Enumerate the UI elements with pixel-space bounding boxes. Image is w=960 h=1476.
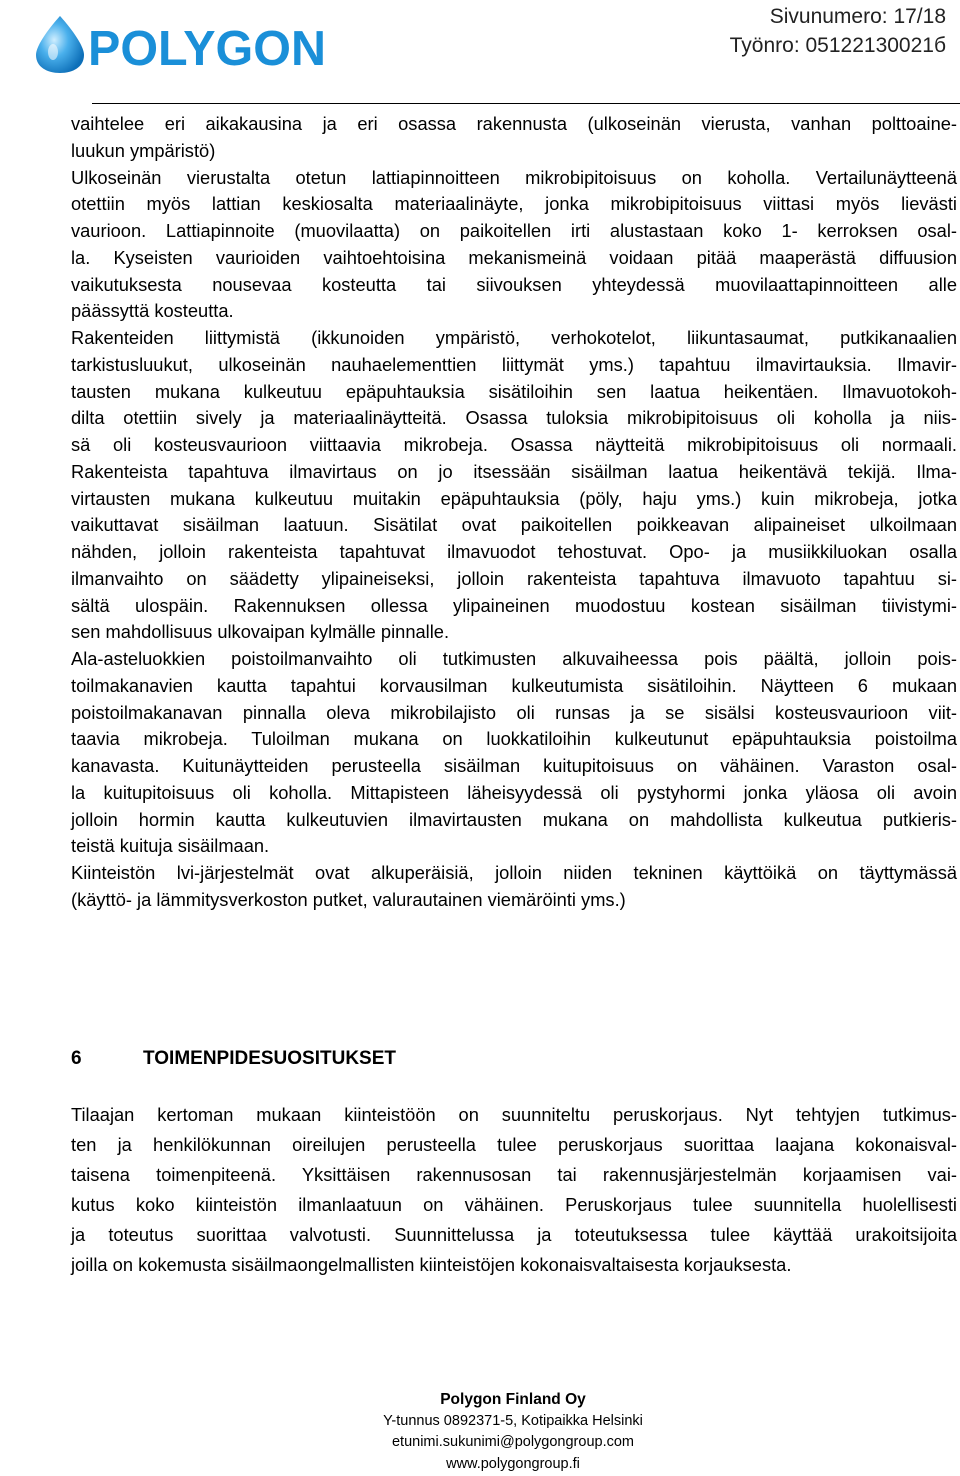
text-line: ja toteutus suorittaa valvotusti. Suunnittelussa ja toteutuksessa tulee käyttää urakoitsijoita bbox=[71, 1224, 957, 1246]
body-text bbox=[71, 111, 957, 914]
job-number: Työnro: 05122130021б bbox=[729, 34, 946, 57]
text-line: päässyttä kosteutta. bbox=[71, 300, 234, 322]
page-meta bbox=[730, 2, 946, 60]
text-line: vaikutuksesta nousevaa kosteutta tai siivouksen yhteydessä muovilaattapinnoitteen alle bbox=[71, 273, 957, 295]
text-line: dilta otettiin sively ja materiaalinäytteitä. Osassa tuloksia mikrobipitoisuus oli koholla ja niis- bbox=[71, 407, 957, 429]
text-line: sä oli kosteusvaurioon viittaavia mikrobeja. Osassa näytteitä mikrobipitoisuus oli normaali. bbox=[71, 434, 957, 455]
text-line: toilmakanavien kautta tapahtui korvausilman kulkeutumista sisätiloihin. Näytteen 6 mukaan bbox=[71, 674, 957, 696]
text-line: ilmanvaihto on säädetty ylipaineiseksi, jolloin rakenteista tapahtuva ilmavuoto tapahtuu si- bbox=[71, 567, 957, 589]
footer-website[interactable]: www.polygongroup.fi bbox=[446, 1455, 580, 1472]
text-line: vaikuttavat sisäilman laatuun. Sisätilat ovat paikoitellen poikkeavan alipaineiset ulkoilmaan bbox=[71, 514, 957, 536]
text-line: Rakenteiden liittymistä (ikkunoiden ympäristö, verhokotelot, liikuntasaumat, putkikanaalien bbox=[71, 327, 957, 348]
section-body-text bbox=[71, 1100, 957, 1281]
text-line: Kiinteistön lvi-järjestelmät ovat alkuperäisiä, jolloin niiden tekninen käyttöikä on täyttymässä bbox=[71, 862, 957, 883]
footer-email[interactable]: etunimi.sukunimi@polygongroup.com bbox=[391, 1434, 634, 1451]
text-line: sen mahdollisuus ulkovaipan kylmälle pinnalle. bbox=[71, 621, 450, 643]
text-line: poistoilmakanavan pinnalla oleva mikrobilajisto oli runsas ja se sisälsi kosteusvaurioon viit- bbox=[71, 701, 957, 723]
polygon-logo bbox=[30, 14, 330, 74]
text-line: taisena toimenpiteenä. Yksittäisen rakennusosan tai rakennusjärjestelmän korjaamisen vai- bbox=[71, 1164, 957, 1186]
text-line: jolloin hormin kautta kulkeutuvien ilmavirtausten mukana on mahdollista kulkeutua putkieris- bbox=[71, 808, 957, 830]
text-line: sältä ulospäin. Rakennuksen ollessa ylipaineinen muodostuu kostean sisäilman tiivistymi- bbox=[71, 594, 957, 616]
text-line: la kuitupitoisuus oli koholla. Mittapisteen läheisyydessä oli pystyhormi jonka yläosa oli avoin bbox=[71, 781, 957, 803]
text-line: Ulkoseinän vierustalta otetun lattiapinnoitteen mikrobipitoisuus on koholla. Vertailunäytteenä bbox=[71, 166, 957, 188]
section-number: 6 bbox=[71, 1048, 82, 1069]
page-footer bbox=[330, 1389, 696, 1475]
droplet-icon bbox=[36, 16, 84, 73]
text-line: vaihtelee eri aikakausina ja eri osassa rakennusta (ulkoseinän vierusta, vanhan polttoaine- bbox=[71, 113, 957, 134]
text-line: virtausten mukana kulkeutuu muitakin epäpuhtauksia (pöly, haju yms.) kuin mikrobeja, jotka bbox=[71, 487, 957, 509]
text-line: otettiin myös lattian keskiosalta materiaalinäyte, jonka mikrobipitoisuus viittasi myös lievästi bbox=[71, 193, 957, 215]
text-line: vaurioon. Lattiapinnoite (muovilaatta) on paikoitellen irti alustastaan koko 1- kerroksen osal- bbox=[71, 220, 957, 241]
text-line: Rakenteista tapahtuva ilmavirtaus on jo itsessään sisäilman laatua heikentävä tekijä. Ilma- bbox=[71, 460, 957, 482]
text-line: joilla on kokemusta sisäilmaongelmallisten kiinteistöjen kokonaisvaltaisesta korjauksesta. bbox=[71, 1254, 792, 1276]
footer-registration: Y-tunnus 0892371-5, Kotipaikka Helsinki bbox=[383, 1412, 643, 1429]
text-line: Ala-asteluokkien poistoilmanvaihto oli tutkimusten alkuvaiheessa pois päältä, jolloin pois- bbox=[71, 648, 957, 669]
text-line: luukun ympäristö) bbox=[71, 139, 216, 161]
text-line: taavia mikrobeja. Tuloilman mukana on luokkatiloihin kulkeutunut epäpuhtauksia poistoilma bbox=[71, 728, 957, 750]
page-header bbox=[0, 0, 960, 106]
text-line: ten ja henkilökunnan oireilujen perusteella tulee peruskorjaus suorittaa laajana kokonaisval- bbox=[71, 1134, 957, 1156]
section-title: TOIMENPIDESUOSITUKSET bbox=[143, 1048, 397, 1069]
header-divider bbox=[92, 103, 960, 104]
text-line: nähden, jolloin rakenteista tapahtuvat ilmavuodot tehostuvat. Opo- ja musiikkiluokan osalla bbox=[71, 541, 957, 562]
text-line: Tilaajan kertoman mukaan kiinteistöön on suunniteltu peruskorjaus. Nyt tehtyjen tutkimus- bbox=[71, 1104, 957, 1125]
text-line: tarkistusluukut, ulkoseinän nauhaelementtien liittymät yms.) tapahtuu ilmavirtauksia. Ilmavir- bbox=[71, 353, 957, 375]
page-number: Sivunumero: 17/18 bbox=[769, 5, 946, 28]
section-heading bbox=[71, 1046, 396, 1072]
text-line: (käyttö- ja lämmitysverkoston putket, valurautainen viemäröinti yms.) bbox=[71, 888, 626, 910]
text-line: kanavasta. Kuitunäytteiden perusteella sisäilman kuitupitoisuus on vähäinen. Varaston osal- bbox=[71, 755, 957, 776]
text-line: la. Kyseisten vaurioiden vaihtoehtoisina mekanismeinä voidaan pitää maaperästä diffuusion bbox=[71, 246, 957, 268]
footer-company: Polygon Finland Oy bbox=[440, 1391, 586, 1408]
logo-wordmark: POLYGON bbox=[88, 22, 326, 74]
text-line: tausten mukana kulkeutuu epäpuhtauksia sisätiloihin sen laatua heikentäen. Ilmavuotokoh- bbox=[71, 380, 957, 402]
text-line: kutus koko kiinteistön ilmanlaatuun on vähäinen. Peruskorjaus tulee suunnitella huolellisesti bbox=[71, 1194, 957, 1216]
text-line: teistä kuituja sisäilmaan. bbox=[71, 835, 270, 857]
